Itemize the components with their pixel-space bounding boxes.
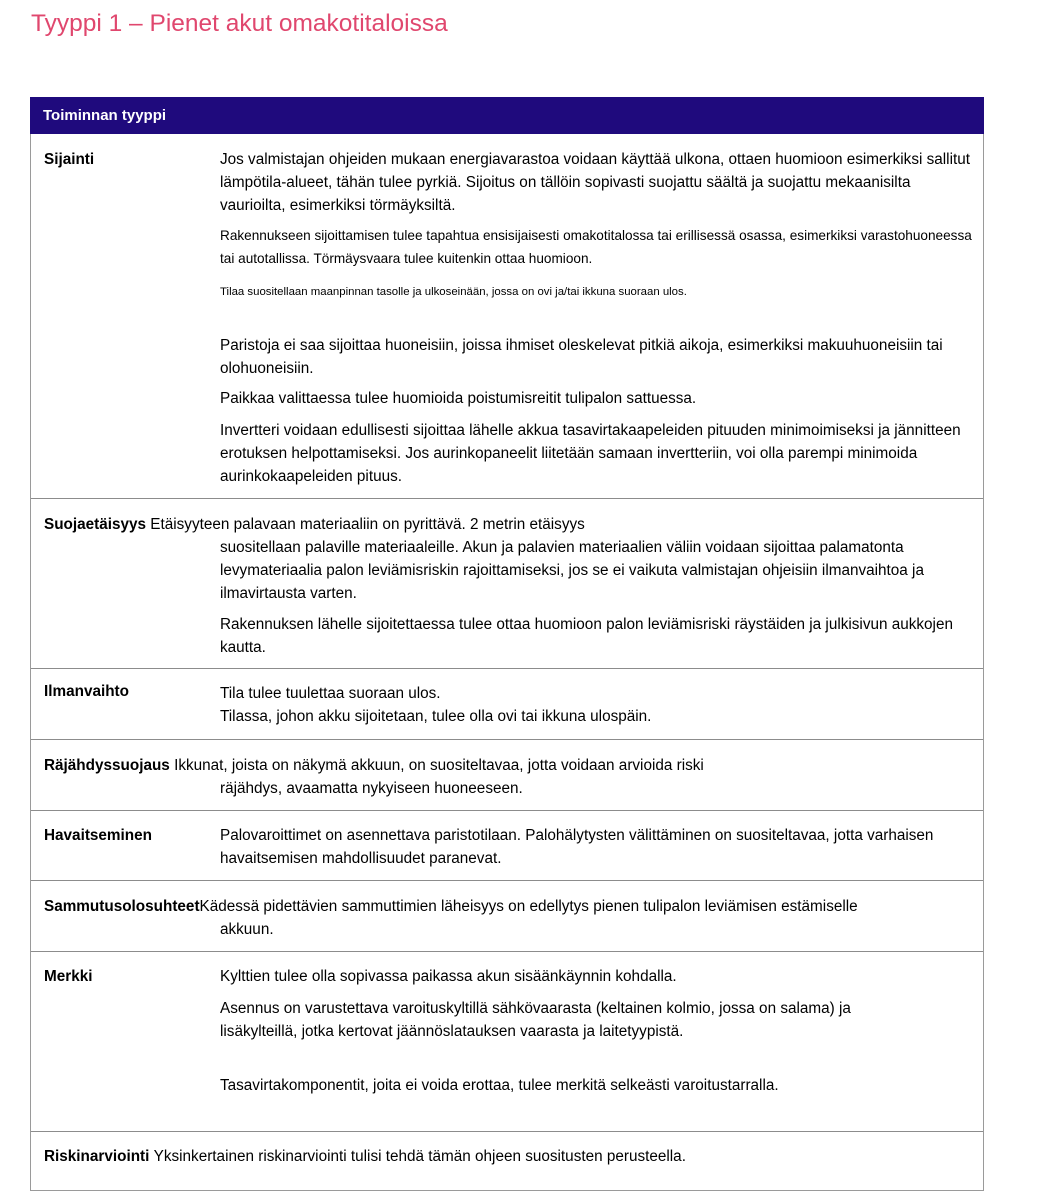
- merkki-warning-sign-paragraph: Asennus on varustettava varoituskyltillä sähkövaarasta (keltainen kolmio, jossa on salama) ja lisäkylteillä, jotka kertovat jäännöslatauksen vaarasta ja laitetyypistä.: [220, 1000, 851, 1040]
- sijainti-escape-routes-paragraph: Paikkaa valittaessa tulee huomioida poistumisreitit tulipalon sattuessa.: [220, 390, 697, 407]
- row-label-sammutusolosuhteet-text: Sammutusolosuhteet: [44, 898, 200, 915]
- sijainti-outdoor-paragraph: Jos valmistajan ohjeiden mukaan energiavarastoa voidaan käyttää ulkona, ottaen huomioon esimerkiksi sallitut lämpötila-alueet, tähän tulee pyrkiä. Sijoitus on tällöin sopivasti suojattu säältä ja suojattu mekaanisilta vaurioilta, esimerkiksi törmäyksiltä.: [220, 151, 970, 214]
- row-divider: [31, 498, 983, 499]
- row-label-riskinarviointi-text: Riskinarviointi: [44, 1148, 150, 1165]
- sammutusolosuhteet-inline-text: Kädessä pidettävien sammuttimien läheisyys on edellytys pienen tulipalon leviämisen estämiselle: [199, 898, 858, 915]
- suojaetaisyys-inline-text: Etäisyyteen palavaan materiaaliin on pyrittävä. 2 metrin etäisyys: [150, 516, 585, 533]
- ilmanvaihto-line-2: Tilassa, johon akku sijoitetaan, tulee olla ovi tai ikkuna ulospäin.: [220, 708, 652, 725]
- table-header-label: Toiminnan tyyppi: [43, 107, 167, 124]
- sijainti-rooms-paragraph: Paristoja ei saa sijoittaa huoneisiin, joissa ihmiset oleskelevat pitkiä aikoja, esimerkiksi makuuhuoneisiin tai olohuoneisiin.: [220, 337, 943, 377]
- table-header: [30, 97, 984, 134]
- type-1-table: [30, 97, 984, 1191]
- row-label-sijainti: Sijainti: [44, 151, 95, 168]
- sammutusolosuhteet-paragraph: akkuun.: [220, 921, 274, 938]
- row-divider: [31, 739, 983, 740]
- ilmanvaihto-line-1: Tila tulee tuulettaa suoraan ulos.: [220, 685, 441, 702]
- merkki-signs-paragraph: Kylttien tulee olla sopivassa paikassa akun sisäänkäynnin kohdalla.: [220, 968, 677, 985]
- row-divider: [31, 1131, 983, 1132]
- row-label-havaitseminen: Havaitseminen: [44, 827, 152, 844]
- row-label-rajahdyssuojaus: [44, 754, 704, 777]
- suojaetaisyys-eaves-paragraph: Rakennuksen lähelle sijoitettaessa tulee ottaa huomioon palon leviämisriski räystäiden ja julkisivun aukkojen kautta.: [220, 616, 953, 656]
- row-divider: [31, 810, 983, 811]
- row-label-sammutusolosuhteet: [44, 895, 858, 918]
- row-divider: [31, 668, 983, 669]
- sijainti-inverter-paragraph: Invertteri voidaan edullisesti sijoittaa lähelle akkua tasavirtakaapeleiden pituuden minimoimiseksi ja jännitteen erotuksen helpottamiseksi. Jos aurinkopaneelit liitetään samaan invertteriin, voi olla parempi minimoida aurinkokaapeleiden pituus.: [220, 422, 961, 485]
- sijainti-building-paragraph: Rakennukseen sijoittamisen tulee tapahtua ensisijaisesti omakotitalossa tai erillisessä osassa, esimerkiksi varastohuoneessa tai autotallissa. Törmäysvaara tulee kuitenkin ottaa huomioon.: [220, 228, 972, 266]
- row-label-riskinarviointi: [44, 1145, 686, 1168]
- merkki-dc-components-paragraph: Tasavirtakomponentit, joita ei voida erottaa, tulee merkitä selkeästi varoitustarralla.: [220, 1077, 779, 1094]
- page-title: Tyyppi 1 – Pienet akut omakotitaloissa: [31, 10, 448, 37]
- rajahdyssuojaus-paragraph: räjähdys, avaamatta nykyiseen huoneeseen.: [220, 780, 523, 797]
- row-label-ilmanvaihto: Ilmanvaihto: [44, 683, 129, 700]
- havaitseminen-paragraph: Palovaroittimet on asennettava paristotilaan. Palohälytysten välittäminen on suositeltavaa, jotta varhaisen havaitsemisen mahdollisuudet paranevat.: [220, 827, 934, 867]
- row-divider: [31, 880, 983, 881]
- row-label-rajahdyssuojaus-text: Räjähdyssuojaus: [44, 757, 170, 774]
- row-label-suojaetaisyys-text: Suojaetäisyys: [44, 516, 147, 533]
- rajahdyssuojaus-inline-text: Ikkunat, joista on näkymä akkuun, on suositeltavaa, jotta voidaan arvioida riski: [174, 757, 704, 774]
- row-divider: [31, 951, 983, 952]
- suojaetaisyys-materials-paragraph: suositellaan palaville materiaaleille. Akun ja palavien materiaalien väliin voidaan sijoittaa palamatonta levymateriaalia palon leviämisriskin rajoittamiseksi, jos se ei vaikuta valmistajan ohjeisiin ilmanvaihtoa ja ilmavirtausta varten.: [220, 539, 924, 602]
- sijainti-ground-level-paragraph: Tilaa suositellaan maanpinnan tasolle ja ulkoseinään, jossa on ovi ja/tai ikkuna suoraan ulos.: [220, 286, 687, 298]
- row-label-suojaetaisyys: [44, 513, 585, 536]
- row-label-merkki: Merkki: [44, 968, 93, 985]
- riskinarviointi-inline-text: Yksinkertainen riskinarviointi tulisi tehdä tämän ohjeen suositusten perusteella.: [153, 1148, 686, 1165]
